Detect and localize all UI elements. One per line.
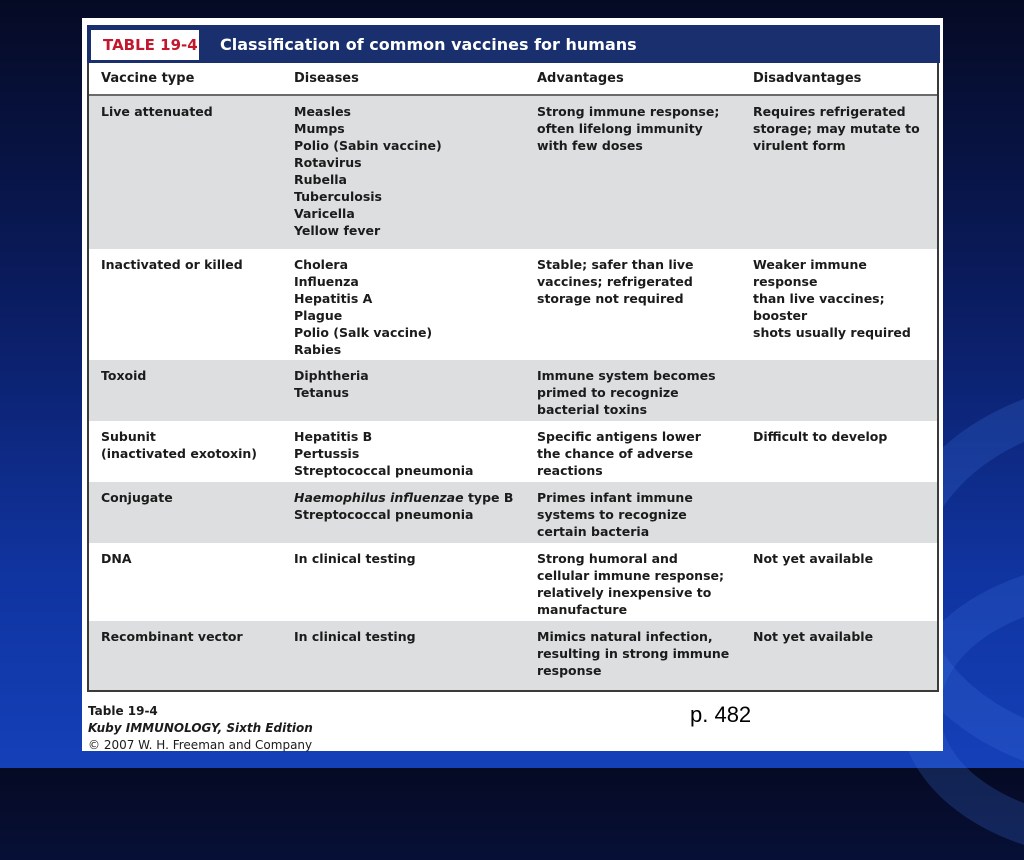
disadvantages-cell: Difficult to develop [753,429,888,444]
disadvantages-cell: Weaker immune response than live vaccines; booster shots usually required [753,257,911,340]
advantages-cell: Immune system becomes primed to recognize bacterial toxins [537,368,716,417]
table-row [89,621,937,690]
vaccine-type-cell: Inactivated or killed [101,257,243,272]
diseases-cell [294,489,529,523]
diseases-cell: Diphtheria Tetanus [294,368,369,400]
table-row [89,360,937,421]
vaccine-type-cell: Toxoid [101,368,147,383]
header-vaccine-type: Vaccine type [101,71,195,86]
table-title: Classification of common vaccines for humans [220,35,637,54]
table-row [89,421,937,482]
vaccine-type-cell: Live attenuated [101,104,213,119]
page-reference: p. 482 [690,702,752,727]
table-header-row [89,63,937,96]
advantages-cell: Specific antigens lower the chance of adverse reactions [537,429,701,478]
vaccine-type-cell: DNA [101,551,132,566]
slide-table-card [82,18,943,751]
citation-table-number: Table 19-4 [88,704,158,718]
advantages-cell: Mimics natural infection, resulting in strong immune response [537,629,730,678]
diseases-cell: Cholera Influenza Hepatitis A Plague Polio (Salk vaccine) Rabies [294,257,433,357]
advantages-cell: Strong humoral and cellular immune response; relatively inexpensive to manufacture [537,551,724,617]
disadvantages-cell: Not yet available [753,551,874,566]
advantages-cell: Stable; safer than live vaccines; refrigerated storage not required [537,257,694,306]
diseases-cell: In clinical testing [294,629,416,644]
table-row [89,249,937,360]
diseases-italic-text: Haemophilus influenzae [294,490,464,505]
table-title-bar [87,25,940,63]
citation-copyright: © 2007 W. H. Freeman and Company [88,738,313,752]
header-advantages: Advantages [537,71,624,86]
vaccine-type-cell: Recombinant vector [101,629,243,644]
vaccine-table [87,63,939,692]
diseases-rest-text: type B Streptococcal pneumonia [294,490,514,522]
disadvantages-cell: Not yet available [753,629,874,644]
diseases-cell: In clinical testing [294,551,416,566]
header-disadvantages: Disadvantages [753,71,862,86]
disadvantages-cell: Requires refrigerated storage; may mutate to virulent form [753,104,920,153]
table-row [89,543,937,621]
vaccine-type-cell: Conjugate [101,490,173,505]
table-citation [88,703,313,754]
advantages-cell: Strong immune response; often lifelong immunity with few doses [537,104,720,153]
table-tag: TABLE 19-4 [91,30,199,60]
table-row [89,96,937,249]
vaccine-type-cell: Subunit (inactivated exotoxin) [101,429,257,461]
citation-book-title: Kuby IMMUNOLOGY, Sixth Edition [88,721,313,735]
header-diseases: Diseases [294,71,359,86]
table-row [89,482,937,543]
diseases-cell: Hepatitis B Pertussis Streptococcal pneumonia [294,429,474,478]
diseases-cell: Measles Mumps Polio (Sabin vaccine) Rotavirus Rubella Tuberculosis Varicella Yellow fever [294,104,442,238]
advantages-cell: Primes infant immune systems to recognize certain bacteria [537,490,693,539]
